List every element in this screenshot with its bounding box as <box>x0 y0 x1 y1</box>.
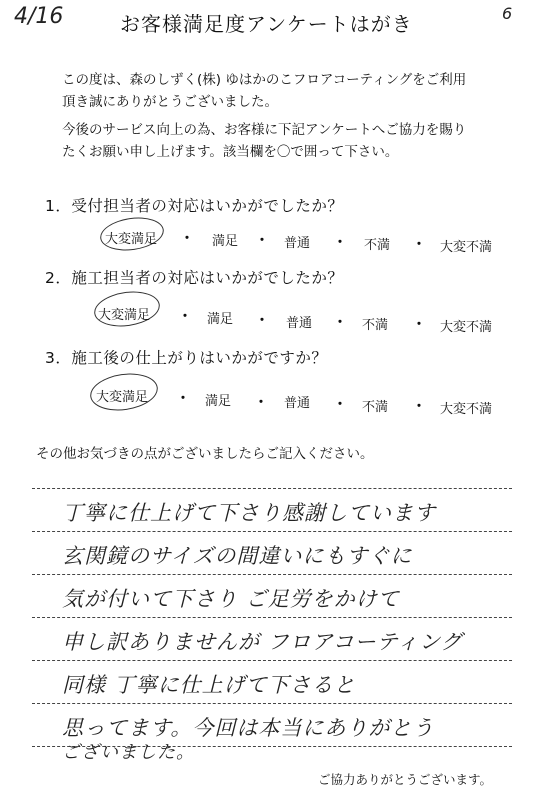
writing-line-5 <box>32 660 512 661</box>
intro-line-3: 今後のサービス向上の為、お客様に下記アンケートへご協力を賜り <box>62 122 467 138</box>
question-3: 3．施工後の仕上がりはいかがですか？ <box>45 349 328 367</box>
q2-option-satisfied[interactable]: 満足 <box>207 312 234 327</box>
writing-line-4 <box>32 617 512 618</box>
writing-line-6 <box>32 703 512 704</box>
handwritten-date: 4/16 <box>14 4 64 29</box>
q2-option-very-dissatisfied[interactable]: 大変不満 <box>440 320 493 335</box>
q3-option-dissatisfied[interactable]: 不満 <box>362 400 389 415</box>
q1-option-satisfied[interactable]: 満足 <box>212 234 239 249</box>
q3-option-very-dissatisfied[interactable]: 大変不満 <box>440 402 493 417</box>
q1-option-normal[interactable]: 普通 <box>284 236 311 251</box>
footer-thanks: ご協力ありがとうございます。 <box>318 772 493 787</box>
handwritten-comment-line-3: 気が付いて下さり ご足労をかけて <box>62 587 400 611</box>
q2-option-dissatisfied[interactable]: 不満 <box>362 318 389 333</box>
q3-sep-2: ・ <box>254 395 268 411</box>
q3-sep-3: ・ <box>333 397 347 413</box>
q1-option-very-satisfied[interactable]: 大変満足 <box>105 232 158 247</box>
q2-option-very-satisfied[interactable]: 大変満足 <box>98 308 151 323</box>
q3-sep-1: ・ <box>176 391 190 407</box>
q2-sep-4: ・ <box>412 317 426 333</box>
question-1: 1．受付担当者の対応はいかがでしたか？ <box>45 197 344 215</box>
q2-sep-2: ・ <box>255 313 269 329</box>
writing-line-2 <box>32 531 512 532</box>
intro-line-1: この度は、森のしずく(株) ゆはかのこフロアコーティングをご利用 <box>62 72 467 88</box>
q2-sep-1: ・ <box>178 309 192 325</box>
q2-sep-3: ・ <box>333 315 347 331</box>
q2-option-normal[interactable]: 普通 <box>286 316 313 331</box>
handwritten-page-number: 6 <box>502 4 513 23</box>
handwritten-comment-line-5: 同様 丁寧に仕上げて下さると <box>62 673 356 697</box>
handwritten-comment-line-2: 玄関鏡のサイズの間違いにもすぐに <box>62 544 413 568</box>
handwritten-comment-line-1: 丁寧に仕上げて下さり感謝しています <box>62 501 436 525</box>
q1-option-dissatisfied[interactable]: 不満 <box>364 238 391 253</box>
q1-option-very-dissatisfied[interactable]: 大変不満 <box>440 240 493 255</box>
q3-option-very-satisfied[interactable]: 大変満足 <box>96 390 149 405</box>
handwritten-comment-line-6: 思ってます。今回は本当にありがとう <box>62 716 435 740</box>
handwritten-comment-line-4: 申し訳ありませんが フロアコーティング <box>62 630 463 654</box>
intro-line-2: 頂き誠にありがとうございました。 <box>62 94 278 110</box>
q1-sep-2: ・ <box>255 233 269 249</box>
q1-sep-1: ・ <box>180 231 194 247</box>
page-title: お客様満足度アンケートはがき <box>120 12 413 36</box>
handwritten-comment-line-7: ございました。 <box>62 742 195 763</box>
q1-sep-3: ・ <box>333 235 347 251</box>
q1-sep-4: ・ <box>412 237 426 253</box>
q3-sep-4: ・ <box>412 399 426 415</box>
writing-line-3 <box>32 574 512 575</box>
q3-option-normal[interactable]: 普通 <box>284 396 311 411</box>
intro-line-4: たくお願い申し上げます。該当欄を〇で囲って下さい。 <box>62 144 399 160</box>
comments-prompt: その他お気づきの点がございましたらご記入ください。 <box>36 446 374 462</box>
q3-option-satisfied[interactable]: 満足 <box>205 394 232 409</box>
question-2: 2．施工担当者の対応はいかがでしたか？ <box>45 269 344 287</box>
writing-line-1 <box>32 488 512 489</box>
